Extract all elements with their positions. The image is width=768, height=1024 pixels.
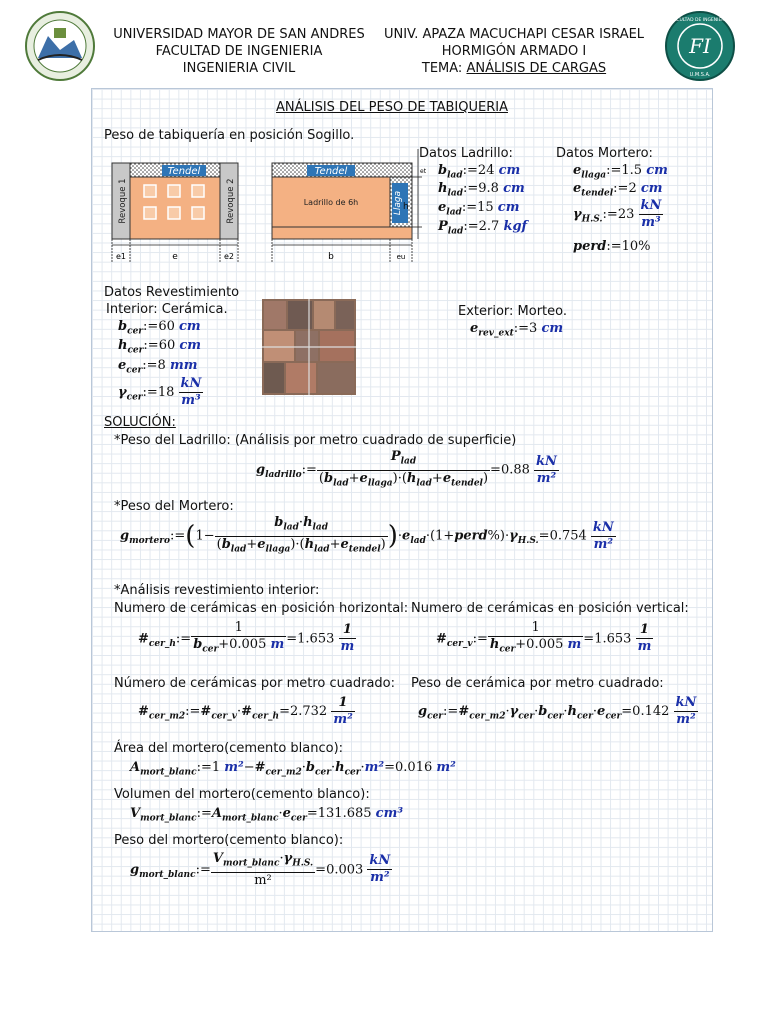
tendel-label-right: Tendel (314, 166, 348, 177)
ceramic-tile-image (262, 299, 356, 395)
s2-heading: *Peso del Mortero: (114, 499, 234, 514)
calculation-sheet (91, 88, 713, 932)
perd: perd:=10% (573, 239, 651, 254)
s6-heading: Volumen del mortero(cemento blanco): (114, 787, 370, 802)
faculty-name: FACULTAD DE INGENIERIA (155, 44, 323, 59)
logo-bottom-text: U.M.S.A. (689, 72, 711, 78)
dim-e1: e1 (115, 252, 127, 261)
topic-line: TEMA: ANÁLISIS DE CARGAS (421, 61, 607, 76)
n-cer-h-formula: $\#_{cer\_h}:=$ $\frac{1}{b_{cer}+0.005 m}$ =1.653 $\frac{1}{m}$ (138, 620, 355, 655)
e-llaga: $e_{llaga}:=1.5$ cm (573, 163, 668, 181)
n-cer-v-formula: $\#_{cer\_v}:=$ $\frac{1}{h_{cer}+0.005 m}$ =1.653 $\frac{1}{m}$ (436, 620, 652, 655)
s4a-heading: Número de cerámicas por metro cuadrado: (114, 676, 395, 691)
brick-wall-diagram (102, 147, 427, 277)
p-lad: $P_{lad}:=2.7$ kgf (438, 219, 528, 237)
e-tendel: $e_{tendel}:=2$ cm (573, 181, 663, 199)
b-lad: $b_{lad}:=24$ cm (438, 163, 521, 181)
datos-mortero-title: Datos Mortero: (556, 146, 653, 161)
logo-monogram: FI (689, 34, 711, 58)
g-ladrillo-formula: $g_{ladrillo}:=$ $\frac{P_{lad}}{(b_{lad}+e_{llaga})\cdot(h_{lad}+e_{tendel})}$ =0.88 $\frac{kN}{\text{m²}}$ (256, 449, 557, 489)
tendel-label-left: Tendel (167, 166, 201, 177)
author-block (378, 26, 650, 77)
intro-text: Peso de tabiquería en posición Sogillo. (104, 128, 355, 143)
s3b-heading: Numero de cerámicas en posición vertical: (411, 601, 689, 616)
datos-ladrillo-title: Datos Ladrillo: (419, 146, 513, 161)
h-cer: $h_{cer}:=60$ cm (118, 338, 202, 356)
dim-h: h (403, 202, 409, 212)
s1-heading: *Peso del Ladrillo: (Análisis por metro cuadrado de superficie) (114, 433, 517, 448)
e-rev-ext: $e_{rev\_ext}:=3$ cm (470, 321, 564, 339)
e-cer: $e_{cer}:=8$ mm (118, 358, 198, 376)
university-name: UNIVERSIDAD MAYOR DE SAN ANDRES (113, 27, 365, 42)
dim-et: et (420, 168, 427, 175)
logo-top-text: FACULTAD DE INGENIERIA (671, 18, 729, 23)
s7-heading: Peso del mortero(cemento blanco): (114, 833, 344, 848)
v-mort-formula: $V_{mort\_blanc}:=A_{mort\_blanc}\cdot e_{cer}=131.685$ cm³ (130, 806, 404, 824)
g-mortero-formula: $g_{mortero}:=(1-$ $\frac{b_{lad}\cdot h_{lad}}{(b_{lad}+e_{llaga})\cdot(h_{lad}+e_{tendel})}$ )$\cdot e_{lad}\cdot(1+perd\%)\cdot\gamma_{H.S.}=0.754$ $\frac{kN}{\text{m²}}$ (120, 515, 614, 555)
s4b-heading: Peso de cerámica por metro cuadrado: (411, 676, 664, 691)
llaga-label: Llaga (393, 190, 403, 216)
sheet-title: ANÁLISIS DEL PESO DE TABIQUERIA (276, 100, 508, 115)
dim-e2: e2 (223, 252, 235, 261)
revestimiento-title: Datos Revestimiento (104, 285, 240, 300)
brick-label: Ladrillo de 6h (303, 198, 359, 207)
s3-heading: *Análisis revestimiento interior: (114, 583, 320, 598)
course-name: HORMIGÓN ARMADO I (441, 44, 587, 59)
author-name: UNIV. APAZA MACUCHAPI CESAR ISRAEL (383, 27, 645, 42)
gamma-hs: $\gamma_{H.S.}:=23$ $\frac{kN}{\text{m³}}$ (573, 198, 662, 230)
revestimiento-interior: Interior: Cerámica. (106, 302, 228, 317)
e-lad: $e_{lad}:=15$ cm (438, 200, 520, 218)
career-name: INGENIERIA CIVIL (182, 61, 296, 76)
a-mort-formula: $A_{mort\_blanc}:=1$ $m^2-\#_{cer\_m2}\cdot b_{cer}\cdot h_{cer}\cdot m^2=0.016$ m² (130, 760, 456, 778)
g-cer-formula: $g_{cer}:=\#_{cer\_m2}\cdot\gamma_{cer}\cdot b_{cer}\cdot h_{cer}\cdot e_{cer}=0.142$ $\frac{kN}{\text{m²}}$ (418, 695, 697, 727)
revoque2-label: Revoque 2 (226, 178, 236, 224)
s3a-heading: Numero de cerámicas en posición horizontal: (114, 601, 409, 616)
g-mort-blanc-formula: $g_{mort\_blanc}:=$ $\frac{V_{mort\_blanc}\cdot\gamma_{H.S.}}{\text{m²}}$ =0.003 $\frac{kN}{\text{m²}}$ (130, 851, 391, 888)
solucion-heading: SOLUCIÓN: (104, 415, 176, 430)
umsa-engineering-logo-left (24, 10, 96, 82)
fi-umsa-logo-right (664, 10, 736, 82)
revoque1-label: Revoque 1 (118, 178, 128, 224)
s5-heading: Área del mortero(cemento blanco): (114, 741, 344, 756)
b-cer: $b_{cer}:=60$ cm (118, 319, 201, 337)
dim-b: b (328, 252, 334, 262)
revestimiento-exterior: Exterior: Morteo. (458, 304, 568, 319)
dim-e: e (172, 252, 178, 262)
n-cer-m2-formula: $\#_{cer\_m2}:=\#_{cer\_v}\cdot\#_{cer\_h}=2.732$ $\frac{1}{\text{m²}}$ (138, 695, 353, 727)
topic-name: ANÁLISIS DE CARGAS (466, 61, 607, 76)
university-block (108, 26, 370, 77)
gamma-cer: $\gamma_{cer}:=18$ $\frac{kN}{\text{m³}}$ (118, 376, 202, 408)
h-lad: $h_{lad}:=9.8$ cm (438, 181, 525, 199)
dim-eu: eu (396, 253, 406, 261)
